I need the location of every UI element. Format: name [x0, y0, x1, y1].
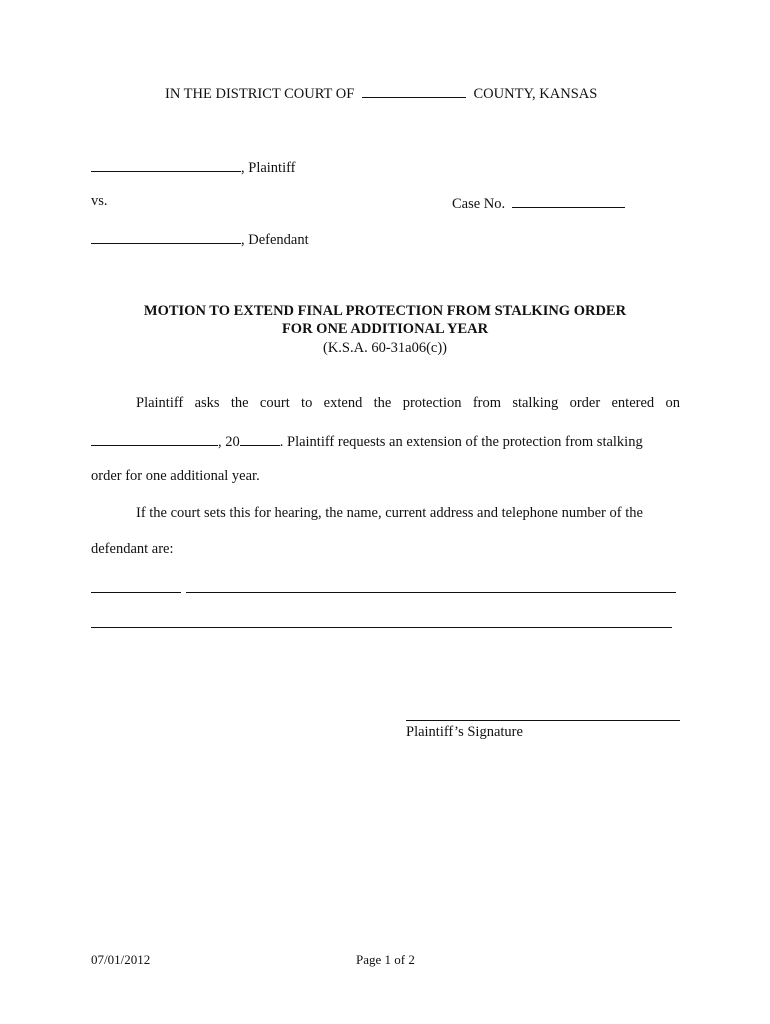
paragraph1-line2-text: . Plaintiff requests an extension of the protection from stalking: [279, 434, 643, 450]
year-prefix: , 20: [218, 434, 240, 450]
court-heading: [165, 83, 597, 103]
case-number-line: [452, 193, 625, 213]
defendant-line: [91, 229, 309, 249]
year-blank[interactable]: [240, 431, 280, 446]
order-date-blank[interactable]: [91, 431, 218, 446]
plaintiff-label: , Plaintiff: [241, 160, 296, 176]
signature-line[interactable]: [406, 720, 680, 721]
paragraph1-line3: order for one additional year.: [91, 468, 260, 484]
defendant-label: , Defendant: [241, 232, 309, 248]
statute-citation: (K.S.A. 60-31a06(c)): [322, 340, 448, 356]
case-no-label: Case No.: [452, 196, 506, 212]
paragraph2-line2: defendant are:: [91, 541, 174, 557]
paragraph1-line1: Plaintiff asks the court to extend the protection from stalking order entered on: [136, 395, 680, 411]
footer-date: 07/01/2012: [91, 952, 151, 967]
motion-title-line2: FOR ONE ADDITIONAL YEAR: [281, 321, 489, 337]
case-number-blank[interactable]: [512, 193, 625, 208]
footer-page-number: Page 1 of 2: [356, 952, 415, 967]
paragraph1-line2: [91, 431, 643, 451]
defendant-address-field[interactable]: [186, 592, 676, 593]
defendant-name-blank[interactable]: [91, 229, 241, 244]
plaintiff-name-blank[interactable]: [91, 157, 241, 172]
vs-text: vs.: [91, 193, 108, 209]
court-heading-suffix: COUNTY, KANSAS: [473, 86, 598, 102]
motion-title-line1: MOTION TO EXTEND FINAL PROTECTION FROM STALKING ORDER: [143, 303, 627, 319]
court-heading-prefix: IN THE DISTRICT COURT OF: [165, 86, 355, 102]
defendant-name-field[interactable]: [91, 592, 181, 593]
county-blank[interactable]: [362, 83, 466, 98]
plaintiff-line: [91, 157, 296, 177]
signature-label: Plaintiff’s Signature: [406, 724, 523, 740]
paragraph2-line1: If the court sets this for hearing, the name, current address and telephone number of the: [136, 505, 643, 521]
defendant-phone-field[interactable]: [91, 627, 672, 628]
